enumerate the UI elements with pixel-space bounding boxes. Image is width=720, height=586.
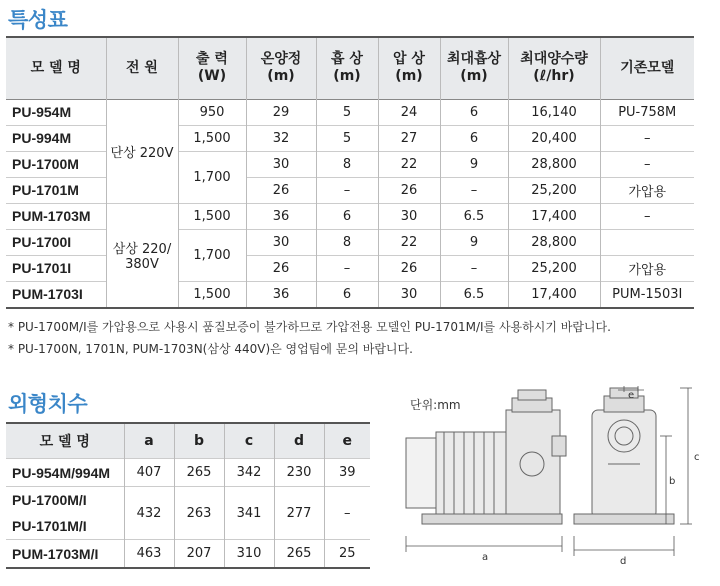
dim-c-cell: 310 xyxy=(224,540,274,569)
suction-cell: – xyxy=(316,255,378,281)
dim-d-cell: 265 xyxy=(274,540,324,569)
dims-section-title: 외형치수 xyxy=(8,392,88,416)
pressure-cell: 22 xyxy=(378,151,440,177)
max-flow-cell: 17,400 xyxy=(508,281,600,308)
dims-header: a xyxy=(124,423,174,459)
dim-d-cell: 277 xyxy=(274,487,324,540)
pump-front-view xyxy=(574,388,674,524)
pressure-cell: 24 xyxy=(378,99,440,125)
suction-cell: 6 xyxy=(316,203,378,229)
dims-header: c xyxy=(224,423,274,459)
max-suction-cell: 6 xyxy=(440,99,508,125)
model-cell: PU-1701M xyxy=(6,177,106,203)
dim-b-cell: 207 xyxy=(174,540,224,569)
dim-label-c: c xyxy=(694,452,700,463)
output-cell: 1,500 xyxy=(178,281,246,308)
table-row xyxy=(6,487,370,540)
head-cell: 29 xyxy=(246,99,316,125)
pressure-cell: 30 xyxy=(378,281,440,308)
suction-cell: 8 xyxy=(316,151,378,177)
table-row xyxy=(6,459,370,487)
spec-table xyxy=(6,36,694,309)
prev-model-cell: PU-758M xyxy=(600,99,694,125)
spec-note: * PU-1700M/I를 가압용으로 사용시 품질보증이 불가하므로 가압전용 모델인 PU-1701M/I를 사용하시기 바랍니다. xyxy=(8,320,611,334)
dim-e-cell: 25 xyxy=(324,540,370,569)
max-suction-cell: 6.5 xyxy=(440,281,508,308)
spec-header: 기존모델 xyxy=(600,37,694,99)
head-cell: 30 xyxy=(246,151,316,177)
spec-header: 모 델 명 xyxy=(6,37,106,99)
head-cell: 36 xyxy=(246,203,316,229)
pressure-cell: 22 xyxy=(378,229,440,255)
model-cell: PU-954M/994M xyxy=(6,459,124,487)
max-suction-cell: 6 xyxy=(440,125,508,151)
unit-label: 단위:mm xyxy=(410,398,461,412)
power-cell: 단상 220V xyxy=(106,99,178,203)
spec-header: 전 원 xyxy=(106,37,178,99)
output-cell: 950 xyxy=(178,99,246,125)
model-cell: PUM-1703M/I xyxy=(6,540,124,569)
dims-header: 모 델 명 xyxy=(6,423,124,459)
output-cell: 1,500 xyxy=(178,125,246,151)
prev-model-cell: 가압용 xyxy=(600,177,694,203)
dims-table xyxy=(6,422,370,569)
max-suction-cell: 6.5 xyxy=(440,203,508,229)
output-cell: 1,700 xyxy=(178,151,246,203)
model-cell: PU-1700M xyxy=(6,151,106,177)
spec-header: 흡 상 (m) xyxy=(316,37,378,99)
suction-cell: 5 xyxy=(316,99,378,125)
spec-header: 압 상 (m) xyxy=(378,37,440,99)
model-cell: PU-954M xyxy=(6,99,106,125)
dim-c-cell: 342 xyxy=(224,459,274,487)
model-cell: PU-1700I xyxy=(6,229,106,255)
max-suction-cell: 9 xyxy=(440,229,508,255)
output-cell: 1,500 xyxy=(178,203,246,229)
spec-header: 출 력 (W) xyxy=(178,37,246,99)
suction-cell: – xyxy=(316,177,378,203)
max-flow-cell: 25,200 xyxy=(508,177,600,203)
head-cell: 26 xyxy=(246,255,316,281)
head-cell: 32 xyxy=(246,125,316,151)
spec-header: 최대양수량 (ℓ/hr) xyxy=(508,37,600,99)
prev-model-cell: – xyxy=(600,203,694,229)
table-row xyxy=(6,540,370,569)
dim-e-cell: 39 xyxy=(324,459,370,487)
prev-model-cell: – xyxy=(600,151,694,177)
pressure-cell: 27 xyxy=(378,125,440,151)
dim-c-cell: 341 xyxy=(224,487,274,540)
max-flow-cell: 28,800 xyxy=(508,151,600,177)
prev-model-cell: PUM-1503I xyxy=(600,281,694,308)
suction-cell: 5 xyxy=(316,125,378,151)
head-cell: 30 xyxy=(246,229,316,255)
suction-cell: 6 xyxy=(316,281,378,308)
spec-note: * PU-1700N, 1701N, PUM-1703N(삼상 440V)은 영업팀에 문의 바랍니다. xyxy=(8,342,413,356)
spec-header: 최대흡상 (m) xyxy=(440,37,508,99)
dim-label-d: d xyxy=(620,556,627,567)
dim-b-cell: 265 xyxy=(174,459,224,487)
dims-header: d xyxy=(274,423,324,459)
spec-section-title: 특성표 xyxy=(8,8,68,32)
pressure-cell: 26 xyxy=(378,177,440,203)
pressure-cell: 26 xyxy=(378,255,440,281)
dim-label-e: e xyxy=(628,390,635,401)
spec-header-row xyxy=(6,37,694,99)
model-cell: PU-1700M/I PU-1701M/I xyxy=(6,487,124,540)
max-suction-cell: – xyxy=(440,255,508,281)
pump-side-view xyxy=(406,390,566,524)
spec-header: 온양정 (m) xyxy=(246,37,316,99)
max-suction-cell: 9 xyxy=(440,151,508,177)
head-cell: 36 xyxy=(246,281,316,308)
model-cell: PUM-1703I xyxy=(6,281,106,308)
dim-a-cell: 407 xyxy=(124,459,174,487)
dim-a-cell: 432 xyxy=(124,487,174,540)
power-cell: 삼상 220/ 380V xyxy=(106,203,178,308)
dim-label-b: b xyxy=(669,476,676,487)
prev-model-cell: 가압용 xyxy=(600,255,694,281)
model-cell: PUM-1703M xyxy=(6,203,106,229)
suction-cell: 8 xyxy=(316,229,378,255)
dim-d-cell: 230 xyxy=(274,459,324,487)
max-flow-cell: 16,140 xyxy=(508,99,600,125)
max-flow-cell: 20,400 xyxy=(508,125,600,151)
dim-a-cell: 463 xyxy=(124,540,174,569)
max-suction-cell: – xyxy=(440,177,508,203)
dims-header-row xyxy=(6,423,370,459)
model-cell: PU-994M xyxy=(6,125,106,151)
pump-dimension-drawing xyxy=(392,386,712,584)
prev-model-cell xyxy=(600,229,694,255)
dim-b-cell: 263 xyxy=(174,487,224,540)
head-cell: 26 xyxy=(246,177,316,203)
pressure-cell: 30 xyxy=(378,203,440,229)
max-flow-cell: 28,800 xyxy=(508,229,600,255)
dims-header: b xyxy=(174,423,224,459)
model-cell: PU-1701I xyxy=(6,255,106,281)
dims-header: e xyxy=(324,423,370,459)
output-cell: 1,700 xyxy=(178,229,246,281)
table-row xyxy=(6,99,694,125)
prev-model-cell: – xyxy=(600,125,694,151)
max-flow-cell: 25,200 xyxy=(508,255,600,281)
dim-label-a: a xyxy=(482,552,489,563)
max-flow-cell: 17,400 xyxy=(508,203,600,229)
dim-e-cell: – xyxy=(324,487,370,540)
table-row xyxy=(6,203,694,229)
